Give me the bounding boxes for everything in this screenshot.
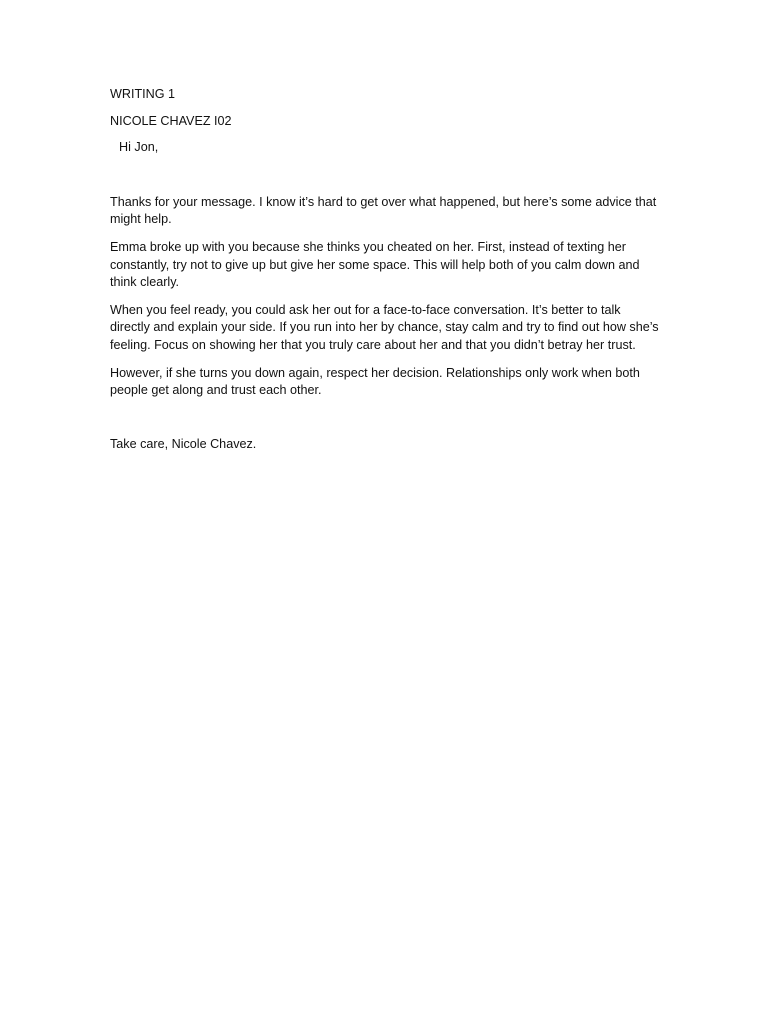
body-paragraph: However, if she turns you down again, respect her decision. Relationships only work when both people get along and trust each other. bbox=[110, 365, 640, 398]
document-page bbox=[110, 86, 660, 453]
body-paragraph: Thanks for your message. I know it’s hard to get over what happened, but here’s some advice that might help. bbox=[110, 194, 657, 227]
document-title: WRITING 1 bbox=[110, 87, 176, 101]
greeting: Hi Jon, bbox=[119, 140, 159, 155]
signoff: Take care, Nicole Chavez. bbox=[110, 436, 257, 451]
body-paragraph: When you feel ready, you could ask her out for a face-to-face conversation. It’s better to talk directly and explain your side. If you run into her by chance, stay calm and try to find out how she’s feeling. Focus on showing her that you truly care about her and that you didn’t betray her trust. bbox=[110, 302, 659, 352]
author-line: NICOLE CHAVEZ I02 bbox=[110, 113, 232, 128]
body-paragraph: Emma broke up with you because she thinks you cheated on her. First, instead of texting her constantly, try not to give up but give her some space. This will help both of you calm down and think clearly. bbox=[110, 239, 640, 290]
